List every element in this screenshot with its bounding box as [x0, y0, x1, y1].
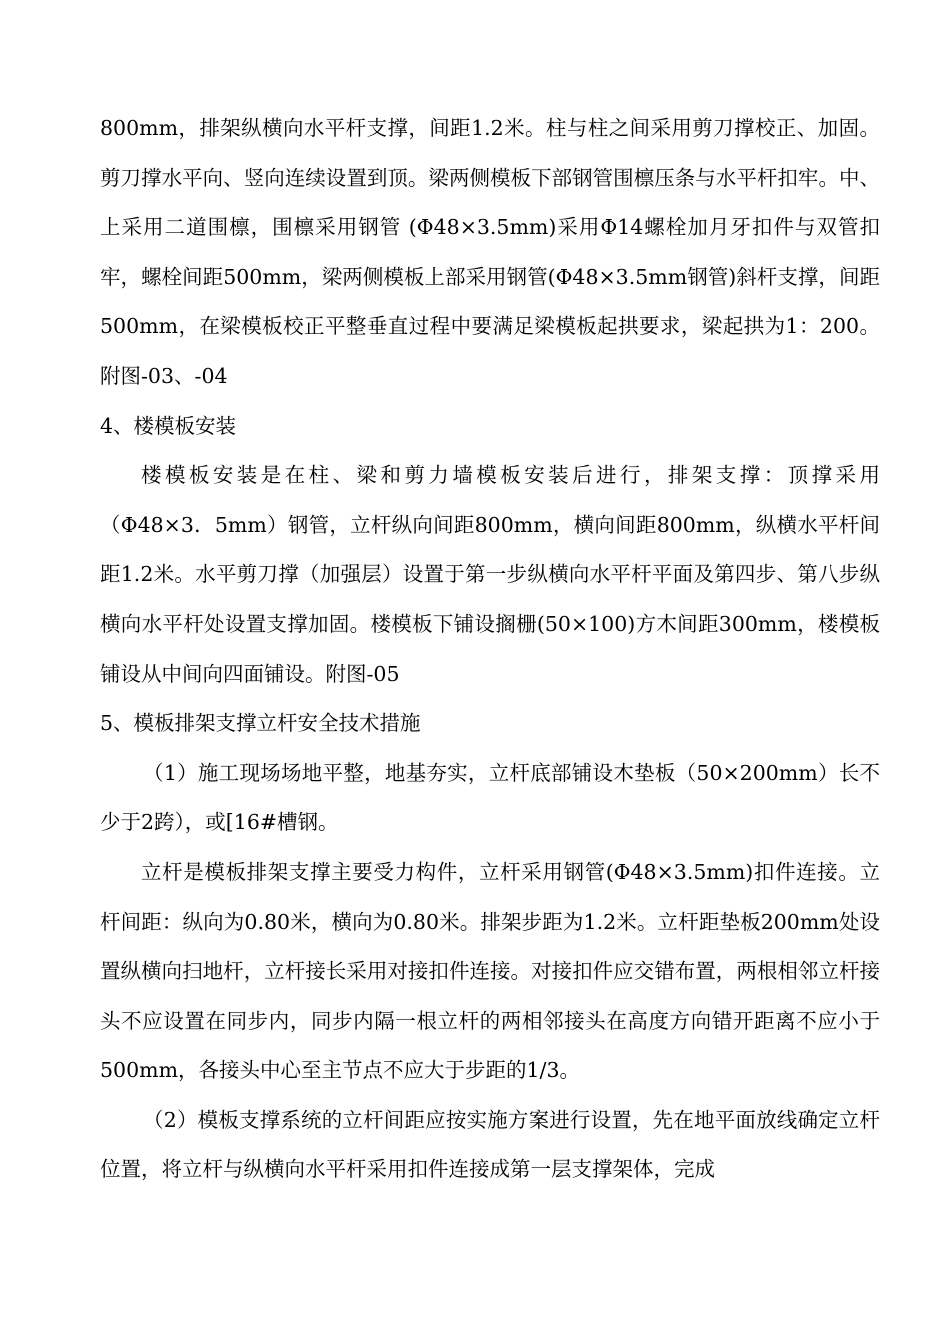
section-heading-safety-measures: 5、模板排架支撑立杆安全技术措施 — [100, 711, 421, 736]
paragraph-vertical-pole: 立杆是模板排架支撑主要受力构件，立杆采用钢管(Φ48×3.5mm)扣件连接。立杆间距：纵向为0.80米，横向为0.80米。排架步距为1.2米。立杆距垫板200mm处设置纵横向扫地杆，立杆接长采用对接扣件连接。对接扣件应交错布置，两根相邻立杆接头不应设置在同步内，同步内隔一根立杆的两相邻接头在高度方向错开距离不应小于500mm，各接头中心至主节点不应大于步距的1/3。 — [100, 859, 880, 1083]
section-heading-floor-formwork: 4、楼模板安装 — [100, 413, 237, 438]
document-body — [100, 104, 880, 1195]
paragraph-item-1: （1）施工现场场地平整，地基夯实，立杆底部铺设木垫板（50×200mm）长不少于2跨），或[16#槽钢。 — [100, 760, 880, 835]
paragraph-beam-formwork: 800mm，排架纵横向水平杆支撑，间距1.2米。柱与柱之间采用剪刀撑校正、加固。剪刀撑水平向、竖向连续设置到顶。梁两侧模板下部钢管围檩压条与水平杆扣牢。中、上采用二道围檩，围檩采用钢管 (Φ48×3.5mm)采用Φ14螺栓加月牙扣件与双管扣牢，螺栓间距500mm，梁两侧模板上部采用钢管(Φ48×3.5mm钢管)斜杆支撑，间距500mm，在梁模板校正平整垂直过程中要满足梁模板起拱要求，梁起拱为1：200。附图-03、-04 — [100, 116, 880, 388]
paragraph-item-2: （2）模板支撑系统的立杆间距应按实施方案进行设置，先在地平面放线确定立杆位置，将立杆与纵横向水平杆采用扣件连接成第一层支撑架体，完成 — [100, 1107, 880, 1182]
paragraph-floor-formwork: 楼模板安装是在柱、梁和剪力墙模板安装后进行，排架支撑：顶撑采用（Φ48×3．5mm）钢管，立杆纵向间距800mm，横向间距800mm，纵横水平杆间距1.2米。水平剪刀撑（加强层）设置于第一步纵横向水平杆平面及第四步、第八步纵横向水平杆处设置支撑加固。楼模板下铺设搁栅(50×100)方木间距300mm，楼模板铺设从中间向四面铺设。附图-05 — [100, 463, 880, 686]
